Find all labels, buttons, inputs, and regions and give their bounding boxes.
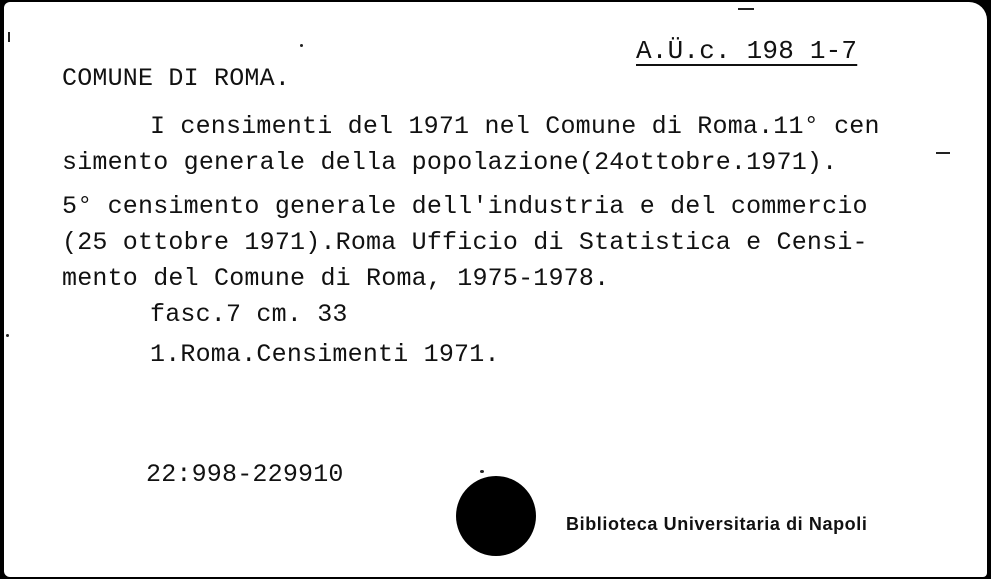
body-line-3: 5° censimento generale dell'industria e del commercio [62, 192, 868, 221]
body-line-2: simento generale della popolazione(24ottobre.1971). [62, 148, 838, 177]
catalog-card [4, 2, 987, 577]
body-line-5: mento del Comune di Roma, 1975-1978. [62, 264, 610, 293]
speck-mark [480, 470, 484, 473]
body-line-1: I censimenti del 1971 nel Comune di Roma.11° cen [150, 112, 880, 141]
speck-mark [300, 44, 303, 47]
stray-mark [738, 8, 754, 10]
body-line-4: (25 ottobre 1971).Roma Ufficio di Statistica e Censi- [62, 228, 868, 257]
stray-mark [936, 152, 950, 154]
stray-mark [8, 32, 10, 42]
subject-heading: 1.Roma.Censimenti 1971. [150, 340, 500, 369]
library-stamp: Biblioteca Universitaria di Napoli [566, 514, 868, 534]
shelfmark: A.Ü.c. 198 1-7 [636, 36, 858, 66]
physical-description: fasc.7 cm. 33 [150, 300, 348, 329]
inventory-number: 22:998-229910 [146, 460, 344, 489]
card-heading: COMUNE DI ROMA. [62, 64, 291, 93]
speck-mark [6, 334, 9, 337]
stamp-dot-icon [456, 476, 536, 556]
